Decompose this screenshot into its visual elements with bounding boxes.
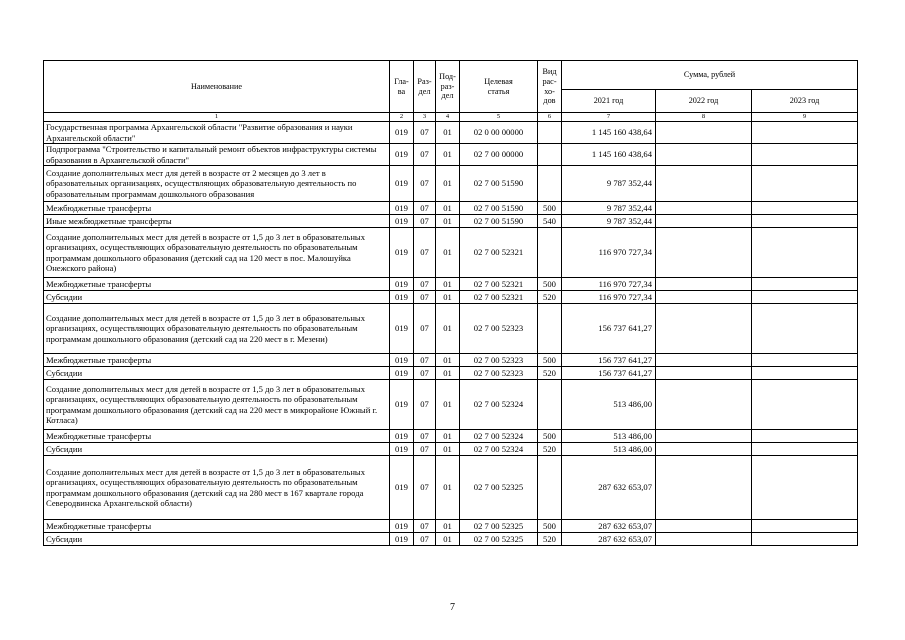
row-chapter: 019	[390, 520, 414, 533]
row-subsection: 01	[436, 380, 460, 430]
row-sum-2021: 9 787 352,44	[562, 166, 656, 202]
row-sum-2022	[656, 166, 752, 202]
table-row	[44, 430, 858, 443]
row-sum-2022	[656, 456, 752, 520]
row-target: 02 7 00 52325	[460, 520, 538, 533]
row-sum-2021: 1 145 160 438,64	[562, 122, 656, 144]
row-sum-2021: 116 970 727,34	[562, 278, 656, 291]
row-chapter: 019	[390, 215, 414, 228]
row-sum-2022	[656, 380, 752, 430]
row-sum-2023	[752, 304, 858, 354]
row-section: 07	[414, 215, 436, 228]
row-chapter: 019	[390, 202, 414, 215]
column-number: 2	[390, 113, 414, 122]
header-year-2023: 2023 год	[752, 90, 858, 113]
row-target: 02 7 00 51590	[460, 166, 538, 202]
row-sum-2023	[752, 166, 858, 202]
row-sum-2022	[656, 354, 752, 367]
row-sum-2021: 116 970 727,34	[562, 291, 656, 304]
row-expense-type: 500	[538, 354, 562, 367]
row-target: 02 0 00 00000	[460, 122, 538, 144]
row-sum-2021: 513 486,00	[562, 430, 656, 443]
row-section: 07	[414, 291, 436, 304]
row-sum-2021: 156 737 641,27	[562, 367, 656, 380]
row-chapter: 019	[390, 533, 414, 546]
row-sum-2023	[752, 367, 858, 380]
row-chapter: 019	[390, 430, 414, 443]
row-sum-2022	[656, 122, 752, 144]
row-section: 07	[414, 430, 436, 443]
row-target: 02 7 00 51590	[460, 202, 538, 215]
table-row	[44, 380, 858, 430]
row-sum-2022	[656, 291, 752, 304]
row-chapter: 019	[390, 144, 414, 166]
row-chapter: 019	[390, 122, 414, 144]
row-chapter: 019	[390, 367, 414, 380]
row-subsection: 01	[436, 228, 460, 278]
row-name: Создание дополнительных мест для детей в возрасте от 1,5 до 3 лет в образовательных организациях, осуществляющих образовательную деятельность по образовательным программам дошкольного образования (детский сад на 220 мест в г. Мезени)	[44, 304, 390, 354]
table-row	[44, 144, 858, 166]
row-section: 07	[414, 278, 436, 291]
row-expense-type: 540	[538, 215, 562, 228]
column-number: 9	[752, 113, 858, 122]
row-target: 02 7 00 52321	[460, 291, 538, 304]
table-row	[44, 533, 858, 546]
column-number: 7	[562, 113, 656, 122]
row-target: 02 7 00 52323	[460, 304, 538, 354]
column-number: 6	[538, 113, 562, 122]
row-subsection: 01	[436, 144, 460, 166]
row-chapter: 019	[390, 380, 414, 430]
row-expense-type: 500	[538, 278, 562, 291]
row-section: 07	[414, 144, 436, 166]
header-year-2022: 2022 год	[656, 90, 752, 113]
row-expense-type: 500	[538, 430, 562, 443]
row-sum-2023	[752, 144, 858, 166]
row-name: Межбюджетные трансферты	[44, 520, 390, 533]
row-expense-type: 520	[538, 443, 562, 456]
row-expense-type	[538, 380, 562, 430]
row-name: Создание дополнительных мест для детей в возрасте от 1,5 до 3 лет в образовательных организациях, осуществляющих образовательную деятельность по образовательным программам дошкольного образования (детский сад на 220 мест в микрорайоне Южный г. Котласа)	[44, 380, 390, 430]
row-target: 02 7 00 52325	[460, 456, 538, 520]
row-sum-2022	[656, 367, 752, 380]
row-expense-type: 500	[538, 202, 562, 215]
row-name: Субсидии	[44, 291, 390, 304]
row-target: 02 7 00 00000	[460, 144, 538, 166]
page-number: 7	[450, 602, 455, 613]
row-section: 07	[414, 367, 436, 380]
row-sum-2021: 156 737 641,27	[562, 354, 656, 367]
row-target: 02 7 00 52324	[460, 380, 538, 430]
row-sum-2023	[752, 291, 858, 304]
row-sum-2022	[656, 520, 752, 533]
row-expense-type	[538, 228, 562, 278]
row-target: 02 7 00 52325	[460, 533, 538, 546]
table-row	[44, 520, 858, 533]
row-sum-2023	[752, 122, 858, 144]
row-chapter: 019	[390, 354, 414, 367]
row-sum-2023	[752, 380, 858, 430]
column-number: 4	[436, 113, 460, 122]
row-chapter: 019	[390, 228, 414, 278]
row-section: 07	[414, 443, 436, 456]
column-number: 5	[460, 113, 538, 122]
row-subsection: 01	[436, 278, 460, 291]
row-expense-type	[538, 456, 562, 520]
row-expense-type: 520	[538, 533, 562, 546]
header-year-2021: 2021 год	[562, 90, 656, 113]
table-row	[44, 278, 858, 291]
table-row	[44, 443, 858, 456]
row-expense-type: 520	[538, 291, 562, 304]
row-subsection: 01	[436, 443, 460, 456]
row-name: Субсидии	[44, 367, 390, 380]
header-chapter: Гла- ва	[390, 61, 414, 113]
column-number: 8	[656, 113, 752, 122]
row-name: Межбюджетные трансферты	[44, 354, 390, 367]
row-target: 02 7 00 52323	[460, 354, 538, 367]
row-subsection: 01	[436, 520, 460, 533]
row-sum-2021: 287 632 653,07	[562, 533, 656, 546]
column-number-row	[44, 113, 858, 122]
row-chapter: 019	[390, 291, 414, 304]
row-sum-2021: 513 486,00	[562, 380, 656, 430]
row-name: Иные межбюджетные трансферты	[44, 215, 390, 228]
row-sum-2023	[752, 520, 858, 533]
row-subsection: 01	[436, 354, 460, 367]
header-name: Наименование	[44, 61, 390, 113]
row-section: 07	[414, 533, 436, 546]
row-target: 02 7 00 52324	[460, 430, 538, 443]
row-target: 02 7 00 52321	[460, 228, 538, 278]
table-row	[44, 166, 858, 202]
row-sum-2022	[656, 430, 752, 443]
column-number: 1	[44, 113, 390, 122]
row-name: Создание дополнительных мест для детей в возрасте от 2 месяцев до 3 лет в образовательных организациях, осуществляющих образовательную деятельность по образовательным программам дошкольного образования	[44, 166, 390, 202]
header-expense-type: Вид рас- хо- дов	[538, 61, 562, 113]
row-expense-type	[538, 304, 562, 354]
row-sum-2023	[752, 215, 858, 228]
row-name: Создание дополнительных мест для детей в возрасте от 1,5 до 3 лет в образовательных организациях, осуществляющих образовательную деятельность по образовательным программам дошкольного образования (детский сад на 280 мест в 167 квартале города Северодвинска Архангельской области)	[44, 456, 390, 520]
row-expense-type: 520	[538, 367, 562, 380]
row-target: 02 7 00 52321	[460, 278, 538, 291]
table-row	[44, 291, 858, 304]
row-sum-2021: 1 145 160 438,64	[562, 144, 656, 166]
row-subsection: 01	[436, 166, 460, 202]
row-sum-2021: 287 632 653,07	[562, 456, 656, 520]
row-subsection: 01	[436, 291, 460, 304]
row-sum-2022	[656, 304, 752, 354]
row-name: Государственная программа Архангельской области "Развитие образования и науки Архангельской области"	[44, 122, 390, 144]
row-section: 07	[414, 304, 436, 354]
row-subsection: 01	[436, 430, 460, 443]
row-sum-2021: 9 787 352,44	[562, 215, 656, 228]
row-sum-2023	[752, 354, 858, 367]
row-sum-2022	[656, 215, 752, 228]
row-target: 02 7 00 52323	[460, 367, 538, 380]
row-section: 07	[414, 456, 436, 520]
table-row	[44, 215, 858, 228]
row-subsection: 01	[436, 304, 460, 354]
row-expense-type: 500	[538, 520, 562, 533]
header-sum: Сумма, рублей	[562, 61, 858, 90]
table-row	[44, 304, 858, 354]
row-name: Субсидии	[44, 443, 390, 456]
row-expense-type	[538, 144, 562, 166]
column-number: 3	[414, 113, 436, 122]
row-sum-2022	[656, 202, 752, 215]
row-name: Субсидии	[44, 533, 390, 546]
row-sum-2021: 287 632 653,07	[562, 520, 656, 533]
row-section: 07	[414, 380, 436, 430]
row-name: Межбюджетные трансферты	[44, 278, 390, 291]
row-chapter: 019	[390, 166, 414, 202]
row-section: 07	[414, 520, 436, 533]
row-sum-2021: 116 970 727,34	[562, 228, 656, 278]
row-expense-type	[538, 166, 562, 202]
row-subsection: 01	[436, 456, 460, 520]
header-section: Раз- дел	[414, 61, 436, 113]
row-sum-2023	[752, 533, 858, 546]
table-row	[44, 456, 858, 520]
row-sum-2023	[752, 443, 858, 456]
row-sum-2021: 156 737 641,27	[562, 304, 656, 354]
row-sum-2022	[656, 278, 752, 291]
row-section: 07	[414, 202, 436, 215]
row-section: 07	[414, 122, 436, 144]
header-subsection: Под- раз- дел	[436, 61, 460, 113]
budget-table	[43, 60, 858, 546]
row-sum-2023	[752, 456, 858, 520]
table-row	[44, 354, 858, 367]
row-chapter: 019	[390, 278, 414, 291]
row-chapter: 019	[390, 456, 414, 520]
row-name: Межбюджетные трансферты	[44, 430, 390, 443]
row-subsection: 01	[436, 215, 460, 228]
row-sum-2022	[656, 228, 752, 278]
table-row	[44, 122, 858, 144]
row-sum-2022	[656, 533, 752, 546]
row-section: 07	[414, 354, 436, 367]
row-sum-2021: 9 787 352,44	[562, 202, 656, 215]
row-subsection: 01	[436, 367, 460, 380]
row-sum-2023	[752, 202, 858, 215]
row-chapter: 019	[390, 304, 414, 354]
row-expense-type	[538, 122, 562, 144]
table-row	[44, 202, 858, 215]
table-row	[44, 228, 858, 278]
row-subsection: 01	[436, 533, 460, 546]
row-sum-2022	[656, 144, 752, 166]
row-sum-2021: 513 486,00	[562, 443, 656, 456]
row-subsection: 01	[436, 122, 460, 144]
row-chapter: 019	[390, 443, 414, 456]
row-target: 02 7 00 51590	[460, 215, 538, 228]
row-section: 07	[414, 166, 436, 202]
row-sum-2023	[752, 430, 858, 443]
table-row	[44, 367, 858, 380]
header-target: Целевая статья	[460, 61, 538, 113]
row-target: 02 7 00 52324	[460, 443, 538, 456]
row-subsection: 01	[436, 202, 460, 215]
row-sum-2023	[752, 278, 858, 291]
row-section: 07	[414, 228, 436, 278]
row-sum-2022	[656, 443, 752, 456]
table-body	[44, 122, 858, 546]
row-sum-2023	[752, 228, 858, 278]
row-name: Создание дополнительных мест для детей в возрасте от 1,5 до 3 лет в образовательных организациях, осуществляющих образовательную деятельность по образовательным программам дошкольного образования (детский сад на 120 мест в пос. Малошуйка Онежского района)	[44, 228, 390, 278]
row-name: Подпрограмма "Строительство и капитальный ремонт объектов инфраструктуры системы образования в Архангельской области"	[44, 144, 390, 166]
row-name: Межбюджетные трансферты	[44, 202, 390, 215]
